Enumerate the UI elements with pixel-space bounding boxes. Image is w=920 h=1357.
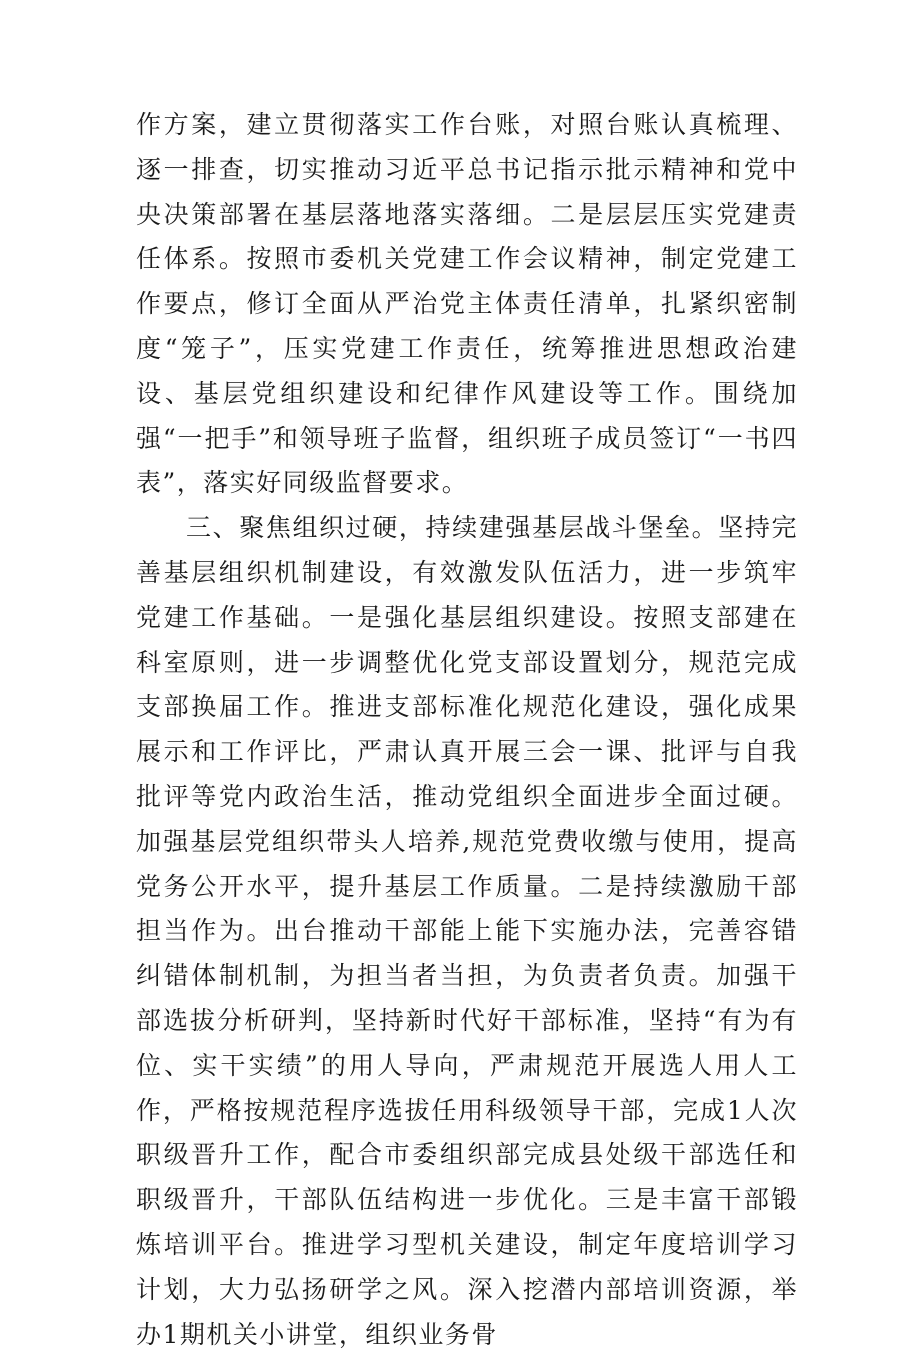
paragraph-section-three: 三、聚焦组织过硬，持续建强基层战斗堡垒。坚持完善基层组织机制建设，有效激发队伍活力，进一步筑牢党建工作基础。一是强化基层组织建设。按照支部建在科室原则，进一步调整优化党支部设置划分，规范完成支部换届工作。推进支部标准化规范化建设，强化成果展示和工作评比，严肃认真开展三会一课、批评与自我批评等党内政治生活，推动党组织全面进步全面过硬。加强基层党组织带头人培养,规范党费收缴与使用，提高党务公开水平，提升基层工作质量。二是持续激励干部担当作为。出台推动干部能上能下实施办法，完善容错纠错体制机制，为担当者当担，为负责者负责。加强干部选拔分析研判，坚持新时代好干部标准，坚持“有为有位、实干实绩”的用人导向，严肃规范开展选人用人工作，严格按规范程序选拔任用科级领导干部，完成1人次职级晋升工作，配合市委组织部完成县处级干部选任和职级晋升，干部队伍结构进一步优化。三是丰富干部锻炼培训平台。推进学习型机关建设，制定年度培训学习计划，大力弘扬研学之风。深入挖潜内部培训资源，举办1期机关小讲堂，组织业务骨 <box>136 513 798 1349</box>
paragraph-continuation: 作方案，建立贯彻落实工作台账，对照台账认真梳理、逐一排查，切实推动习近平总书记指示批示精神和党中央决策部署在基层落地落实落细。二是层层压实党建责任体系。按照市委机关党建工作会议精神，制定党建工作要点，修订全面从严治党主体责任清单，扎紧织密制度“笼子”，压实党建工作责任，统筹推进思想政治建设、基层党组织建设和纪律作风建设等工作。围绕加强“一把手”和领导班子监督，组织班子成员签订“一书四表”，落实好同级监督要求。 <box>136 110 798 498</box>
document-page <box>136 103 798 1357</box>
